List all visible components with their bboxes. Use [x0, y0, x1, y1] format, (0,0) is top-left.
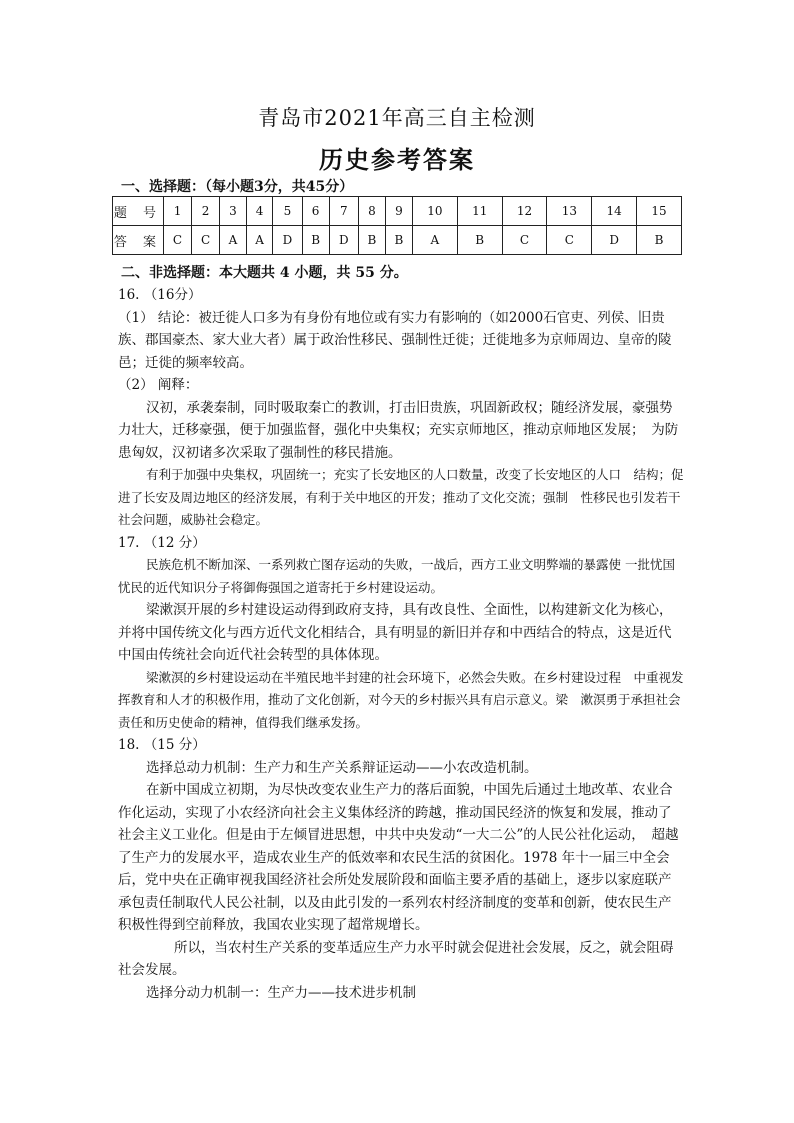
section1-heading: 一、选择题：（每小题3分，共45分） [121, 179, 354, 195]
q16-paragraph-3: 汉初，承袭秦制，同时吸取秦亡的教训，打击旧贵族，巩固新政权；随经济发展，豪强势力壮大，迁移豪强，便于加强监督，强化中央集权；充实京师地区，推动京师地区发展； 为防患匈奴，汉初诸多次采取了强制性的移民措施。 [118, 399, 679, 461]
q18-paragraph-2: 在新中国成立初期，为尽快改变农业生产力的落后面貌，中国先后通过土地改革、农业合作化运动，实现了小农经济向社会主义集体经济的跨越，推动国民经济的恢复和发展，推动了社会主义工业化。但是由于左倾冒进思想，中共中央发动“一大二公”的人民公社化运动， 超越了生产力的发展水平，造成农业生产的低效率和农民生活的贫困化。1978 年十一届三中全会后，党中央在正确审视我国经济社会所处发展阶段和面临主要矛盾的基础上，逐步以家庭联产承包责任制取代人民公社制，以及由此引发的一系列农村经济制度的变革和创新，使农民生产积极性得到空前释放，我国农业实现了超常规增长。 [118, 782, 679, 933]
q18-paragraph-1: 选择总动力机制：生产力和生产关系辩证运动——小农改造机制。 [146, 759, 538, 776]
row-label-number: 题 号 [113, 197, 164, 226]
question-number-cell: 14 [592, 197, 637, 226]
question-number-cell: 12 [502, 197, 547, 226]
q16-part2-label: （2） 阐释： [118, 377, 199, 393]
q18-paragraph-3: 所以，当农村生产关系的变革适应生产力水平时就会促进社会发展，反之，就会阻碍社会发展。 [118, 939, 674, 978]
question-number-cell: 2 [192, 197, 220, 226]
question-number-cell: 11 [457, 197, 502, 226]
question-number-cell: 13 [547, 197, 592, 226]
question-number-cell: 7 [329, 197, 358, 226]
answer-cell: A [412, 226, 457, 255]
answer-cell: B [457, 226, 502, 255]
q16-label: 16. （16分） [118, 287, 202, 303]
section2-heading: 二、非选择题：本大题共 4 小题，共 55 分。 [121, 265, 408, 281]
q16-part1: （1） 结论：被迁徙人口多为有身份有地位或有实力有影响的（如2000石官吏、列侯、旧贵族、郡国豪杰、家大业大者）属于政治性移民、强制性迁徙；迁徙地多为京师周边、皇帝的陵邑；迁徙的频率较高。 [118, 309, 672, 371]
answer-table [112, 196, 682, 255]
answer-cell: D [592, 226, 637, 255]
q17-paragraph-1: 民族危机不断加深、一系列救亡图存运动的失败，一战后，西方工业文明弊端的暴露使 一批忧国忧民的近代知识分子将御侮强国之道寄托于乡村建设运动。 [118, 557, 675, 595]
row-label-answer: 答 案 [113, 226, 164, 255]
answer-table-number-row [113, 197, 682, 226]
answer-cell: C [547, 226, 592, 255]
question-number-cell: 6 [302, 197, 329, 226]
answer-body [118, 284, 684, 1004]
document-title: 青岛市2021年高三自主检测 [258, 106, 536, 130]
answer-cell: B [358, 226, 385, 255]
document-subtitle: 历史参考答案 [319, 145, 475, 174]
answer-cell: D [273, 226, 302, 255]
q17-paragraph-2: 梁漱溟开展的乡村建设运动得到政府支持，具有改良性、全面性，以构建新文化为核心， 并将中国传统文化与西方近代文化相结合，具有明显的新旧并存和中西结合的特点，这是近代中国由传统社会向近代社会转型的具体体现。 [118, 602, 680, 663]
answer-cell: D [329, 226, 358, 255]
q17-label: 17. （12 分） [118, 534, 206, 551]
answer-cell: A [246, 226, 273, 255]
question-number-cell: 15 [637, 197, 682, 226]
answer-table-answer-row [113, 226, 682, 255]
answer-cell: A [220, 226, 247, 255]
question-number-cell: 4 [246, 197, 273, 226]
question-number-cell: 5 [273, 197, 302, 226]
answer-cell: C [502, 226, 547, 255]
q18-label: 18. （15 分） [118, 737, 206, 753]
answer-cell: B [637, 226, 682, 255]
q16-paragraph-4: 有利于加强中央集权，巩固统一；充实了长安地区的人口数量，改变了长安地区的人口 结构；促进了长安及周边地区的经济发展，有利于关中地区的开发；推动了文化交流；强制 性移民也引发若干社会问题，威胁社会稳定。 [118, 467, 684, 527]
question-number-cell: 8 [358, 197, 385, 226]
question-number-cell: 9 [385, 197, 412, 226]
answer-cell: C [164, 226, 192, 255]
q17-paragraph-3: 梁漱溟的乡村建设运动在半殖民地半封建的社会环境下，必然会失败。在乡村建设过程 中重视发挥教育和人才的积极作用，推动了文化创新，对今天的乡村振兴具有启示意义。梁 漱溟勇于承担社会责任和历史使命的精神，值得我们继承发扬。 [118, 669, 684, 730]
answer-cell: C [192, 226, 220, 255]
answer-cell: B [302, 226, 329, 255]
question-number-cell: 10 [412, 197, 457, 226]
q18-paragraph-4: 选择分动力机制一：生产力——技术进步机制 [146, 984, 416, 1001]
answer-cell: B [385, 226, 412, 255]
question-number-cell: 3 [220, 197, 247, 226]
question-number-cell: 1 [164, 197, 192, 226]
